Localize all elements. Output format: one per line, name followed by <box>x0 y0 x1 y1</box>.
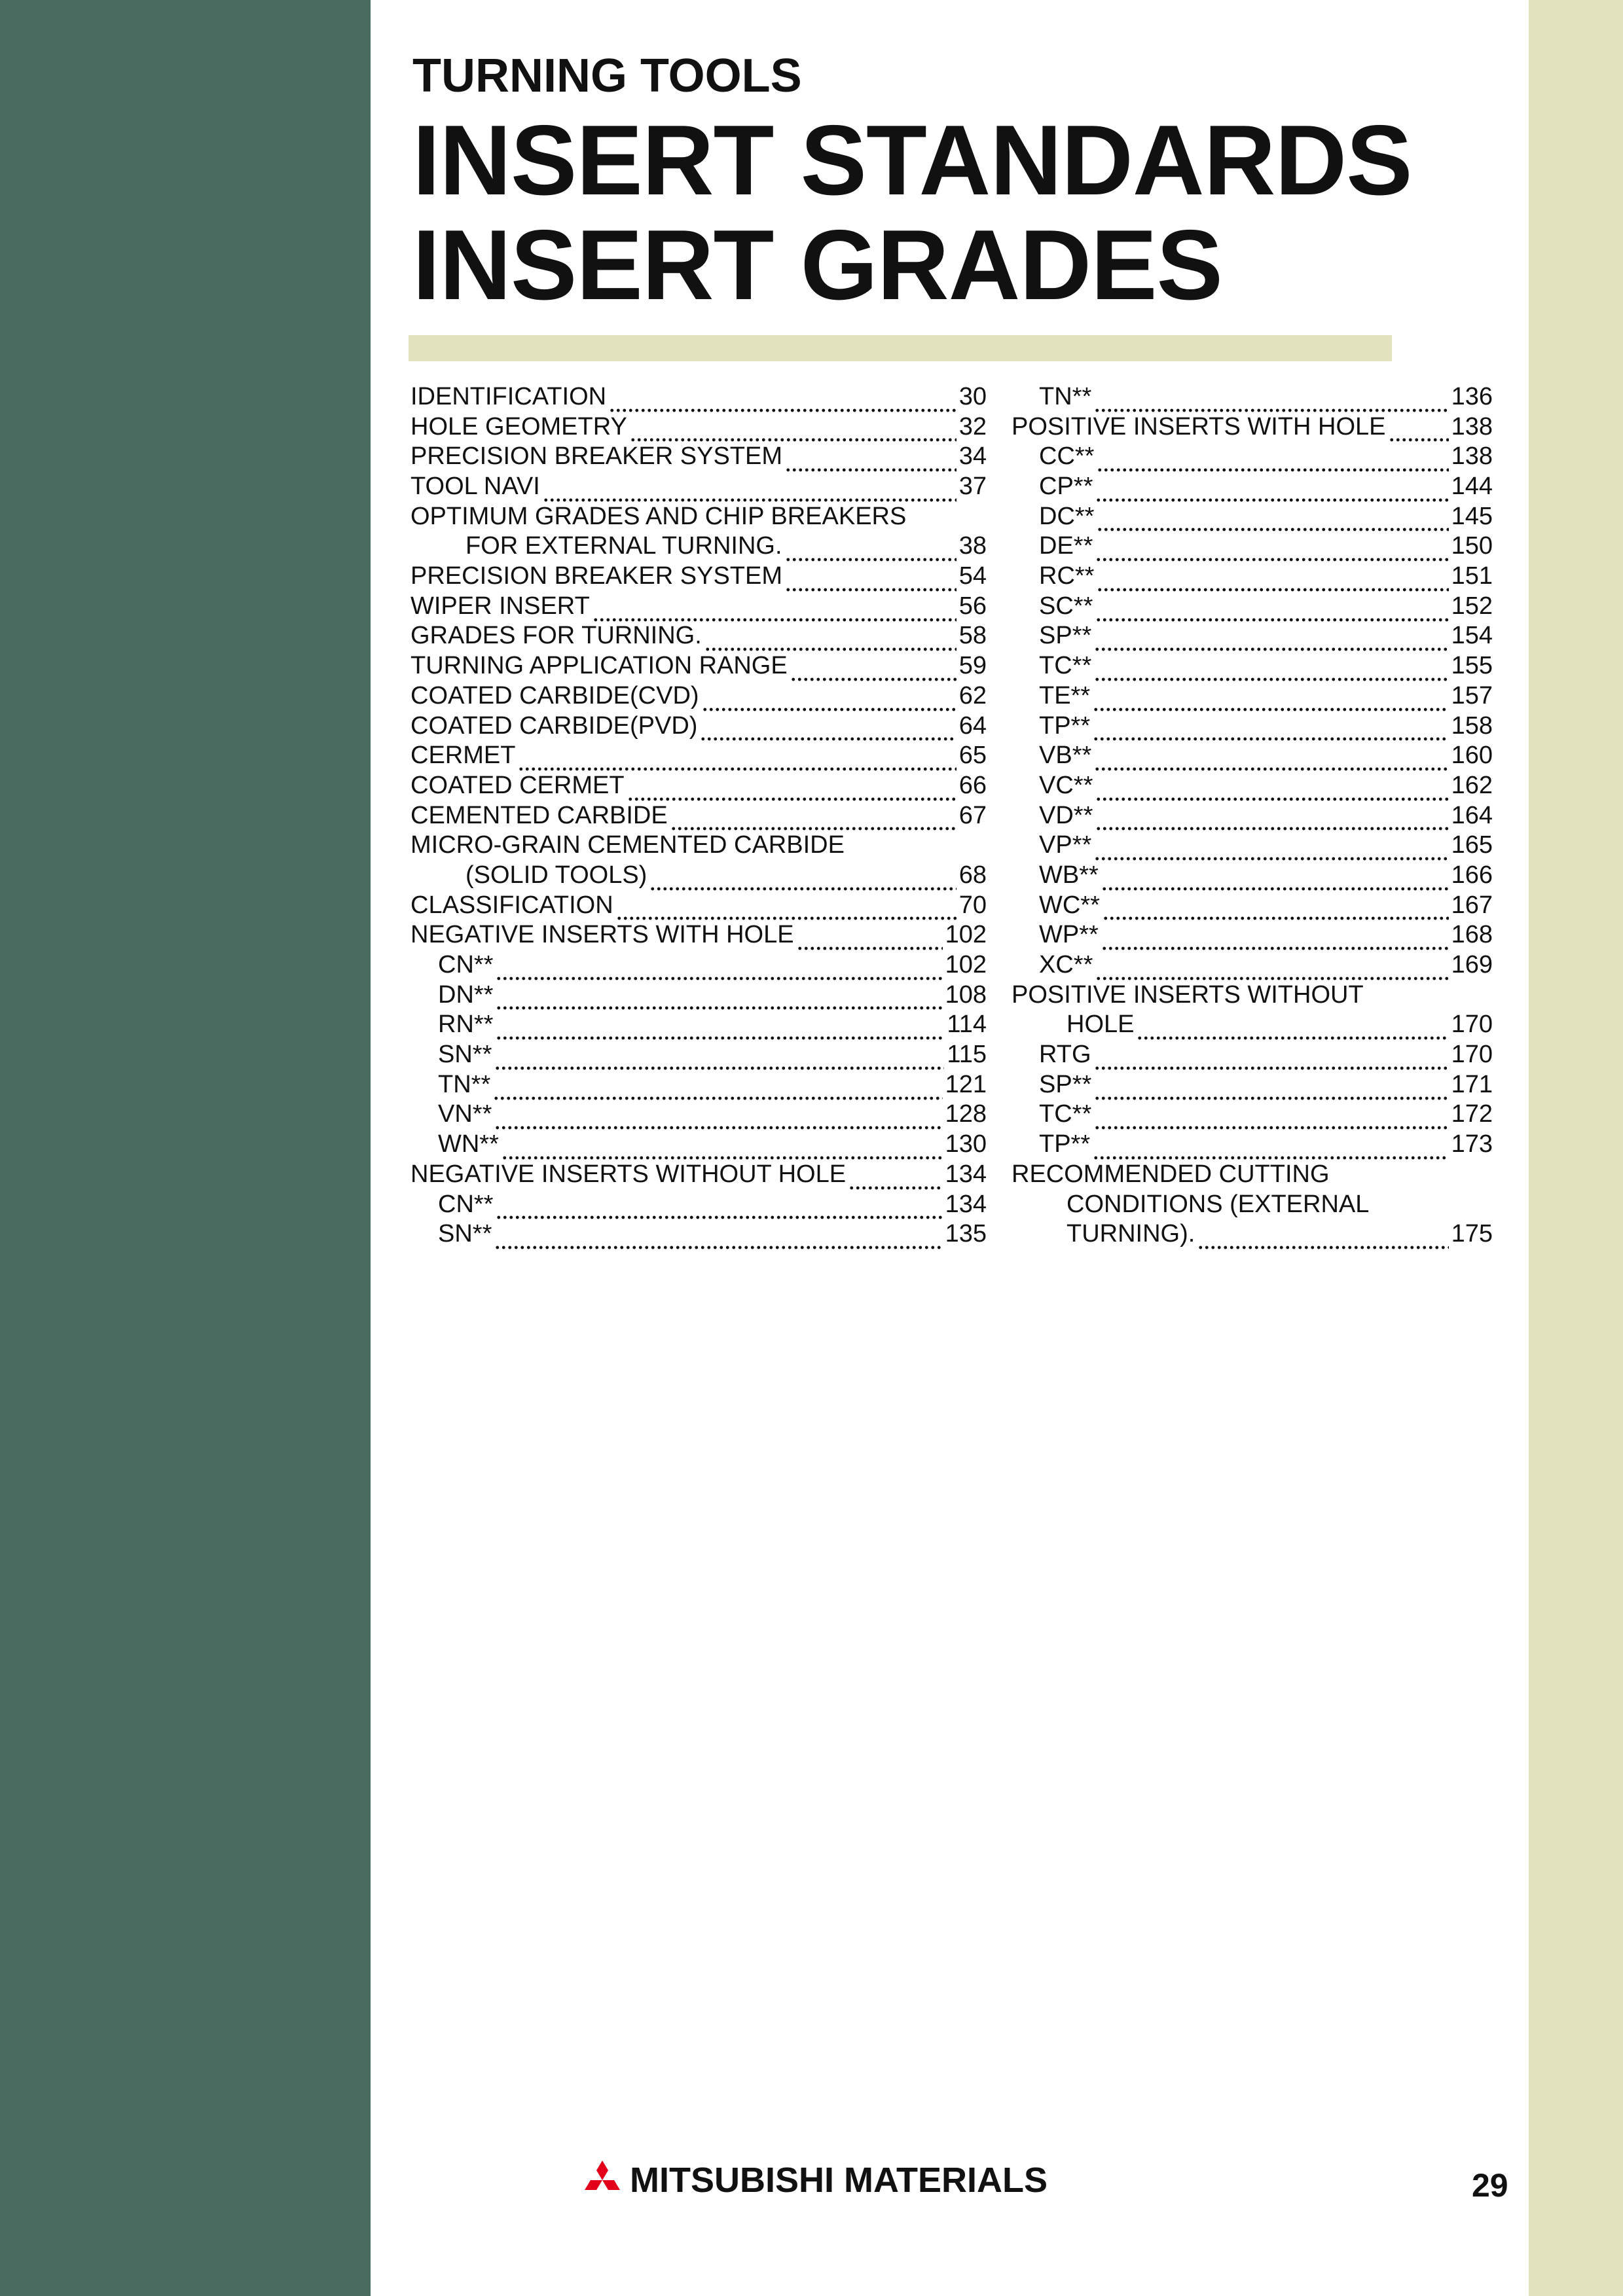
toc-entry[interactable] <box>410 980 987 1011</box>
toc-entry-label: SP** <box>1039 622 1092 650</box>
toc-entry-label: SP** <box>1039 1070 1092 1098</box>
dot-leader <box>1094 747 1448 771</box>
toc-entry-page: 171 <box>1451 1070 1493 1098</box>
toc-entry-label: TP** <box>1039 711 1091 740</box>
toc-entry-page: 68 <box>958 861 987 889</box>
toc-entry[interactable] <box>1012 622 1493 652</box>
toc-entry[interactable] <box>1012 472 1493 502</box>
dot-leader <box>494 1047 944 1070</box>
toc-entry[interactable] <box>410 1190 987 1220</box>
dot-leader <box>797 927 943 950</box>
dot-leader <box>848 1166 943 1189</box>
toc-entry-label: HOLE GEOMETRY <box>410 412 627 440</box>
toc-entry[interactable] <box>1012 592 1493 622</box>
toc-entry[interactable] <box>410 1040 987 1070</box>
dot-leader <box>627 778 957 801</box>
toc-entry-page: 145 <box>1451 502 1493 530</box>
toc-entry[interactable] <box>1012 502 1493 532</box>
toc-entry-label: PRECISION BREAKER SYSTEM <box>410 562 783 590</box>
toc-heading-line: MICRO-GRAIN CEMENTED CARBIDE <box>410 831 845 859</box>
toc-entry-label: DC** <box>1039 502 1095 530</box>
toc-entry-label: SN** <box>438 1041 492 1069</box>
toc-entry-page: 157 <box>1451 681 1493 709</box>
toc-entry-label: NEGATIVE INSERTS WITHOUT HOLE <box>410 1160 847 1188</box>
toc-entry-page: 54 <box>958 562 987 590</box>
left-color-band <box>0 0 371 2296</box>
toc-entry-page: 167 <box>1451 891 1493 919</box>
dot-leader <box>1093 717 1448 741</box>
dot-leader <box>785 538 957 562</box>
toc-entry-page: 138 <box>1451 442 1493 471</box>
dot-leader <box>1095 957 1448 980</box>
toc-entry-page: 115 <box>947 1041 987 1069</box>
dot-leader <box>1101 927 1449 950</box>
toc-entry-label: WB** <box>1039 861 1099 889</box>
dot-leader <box>494 1106 942 1130</box>
toc-entry-page: 150 <box>1451 532 1493 560</box>
toc-entry-page: 165 <box>1451 831 1493 859</box>
toc-entry-label: CLASSIFICATION <box>410 891 613 919</box>
toc-entry-page: 59 <box>958 652 987 680</box>
toc-heading-line: RECOMMENDED CUTTING <box>1012 1160 1330 1188</box>
toc-entry[interactable] <box>410 1070 987 1100</box>
toc-entry[interactable] <box>1012 531 1493 562</box>
toc-entry-label: DE** <box>1039 532 1093 560</box>
toc-entry[interactable] <box>410 1219 987 1249</box>
toc-entry-page: 135 <box>945 1220 987 1248</box>
toc-entry[interactable] <box>410 681 987 711</box>
toc-entry-page: 102 <box>945 951 987 979</box>
dot-leader <box>543 478 957 502</box>
toc-entry-label: HOLE <box>1067 1011 1135 1039</box>
toc-entry[interactable] <box>1012 442 1493 472</box>
toc-entry[interactable] <box>1012 950 1493 980</box>
toc-entry-page: 114 <box>947 1011 987 1039</box>
dot-leader <box>1093 687 1448 711</box>
dot-leader <box>1094 658 1448 681</box>
toc-entry-label: NEGATIVE INSERTS WITH HOLE <box>410 921 794 949</box>
toc-entry-label: CN** <box>438 1190 494 1218</box>
toc-entry-label: TOOL NAVI <box>410 473 540 501</box>
toc-entry-label: GRADES FOR TURNING. <box>410 622 702 650</box>
dot-leader <box>1101 867 1449 891</box>
dot-leader <box>1094 389 1448 412</box>
toc-entry-page: 56 <box>958 592 987 620</box>
dot-leader <box>501 1136 943 1160</box>
dot-leader <box>790 658 957 681</box>
toc-entry-page: 134 <box>945 1160 987 1188</box>
toc-column-left <box>410 382 987 1249</box>
toc-entry-label: (SOLID TOOLS) <box>465 861 647 889</box>
toc-entry-page: 38 <box>958 532 987 560</box>
dot-leader <box>493 1076 942 1100</box>
toc-entry-label: COATED CERMET <box>410 771 625 799</box>
dot-leader <box>1095 598 1448 621</box>
toc-entry-label: DN** <box>438 980 494 1009</box>
title-rule <box>409 335 1392 361</box>
toc-entry[interactable] <box>1012 382 1493 412</box>
toc-entry-page: 67 <box>958 801 987 829</box>
toc-entry-label: SC** <box>1039 592 1093 620</box>
dot-leader <box>1094 1047 1449 1070</box>
dot-leader <box>1094 1076 1448 1100</box>
toc-entry[interactable] <box>410 442 987 472</box>
page-number: 29 <box>1472 2167 1508 2204</box>
toc-entry-label: SN** <box>438 1220 492 1248</box>
toc-entry-page: 175 <box>1451 1220 1493 1248</box>
toc-entry[interactable] <box>410 1160 987 1190</box>
toc-entry-label: CN** <box>438 951 494 979</box>
toc-entry-page: 62 <box>958 681 987 709</box>
toc-entry-label: RC** <box>1039 562 1095 590</box>
dot-leader <box>700 717 956 741</box>
section-subtitle: TURNING TOOLS <box>412 50 802 102</box>
dot-leader <box>1095 778 1448 801</box>
dot-leader <box>670 807 957 831</box>
toc-entry-label: TURNING APPLICATION RANGE <box>410 652 788 680</box>
toc-entry-page: 134 <box>945 1190 987 1218</box>
toc-entry[interactable] <box>410 531 987 562</box>
dot-leader <box>649 867 956 891</box>
toc-entry[interactable] <box>410 412 987 442</box>
toc-entry[interactable] <box>410 950 987 980</box>
toc-entry-page: 64 <box>958 711 987 740</box>
toc-entry[interactable] <box>1012 920 1493 950</box>
dot-leader <box>702 687 957 711</box>
toc-entry[interactable] <box>410 651 987 681</box>
toc-entry[interactable] <box>410 861 987 891</box>
toc-entry-page: 136 <box>1451 382 1493 410</box>
toc-entry-page: 170 <box>1451 1011 1493 1039</box>
dot-leader <box>494 1226 942 1249</box>
toc-entry-page: 32 <box>958 412 987 440</box>
toc-entry-label: CERMET <box>410 742 516 770</box>
toc-entry-page: 66 <box>958 771 987 799</box>
dot-leader <box>1094 1106 1448 1130</box>
dot-leader <box>1094 628 1448 651</box>
toc-entry-label: VP** <box>1039 831 1092 859</box>
dot-leader <box>1097 448 1448 472</box>
toc-entry[interactable] <box>1012 1219 1493 1249</box>
dot-leader <box>1097 568 1448 592</box>
toc-entry-page: 170 <box>1451 1041 1493 1069</box>
three-diamonds-icon <box>581 2161 623 2200</box>
toc-entry-label: XC** <box>1039 951 1093 979</box>
dot-leader <box>616 897 957 920</box>
toc-entry-page: 58 <box>958 622 987 650</box>
company-logo <box>581 2160 1048 2200</box>
dot-leader <box>1097 508 1448 531</box>
toc-entry[interactable] <box>1012 1130 1493 1160</box>
dot-leader <box>496 1196 942 1219</box>
toc-entry-label: VN** <box>438 1100 492 1128</box>
toc-entry[interactable] <box>410 562 987 592</box>
toc-entry-page: 158 <box>1451 711 1493 740</box>
toc-entry-label: CC** <box>1039 442 1095 471</box>
toc-entry[interactable] <box>1012 1100 1493 1130</box>
toc-entry-label: VC** <box>1039 771 1093 799</box>
toc-entry-label: CEMENTED CARBIDE <box>410 801 668 829</box>
toc-entry-label: IDENTIFICATION <box>410 382 607 410</box>
toc-entry-label: TURNING). <box>1067 1220 1195 1248</box>
toc-entry[interactable] <box>1012 861 1493 891</box>
toc-entry-page: 138 <box>1451 412 1493 440</box>
toc-entry[interactable] <box>1012 741 1493 771</box>
toc-entry-page: 34 <box>958 442 987 471</box>
toc-entry[interactable] <box>410 771 987 801</box>
toc-entry-page: 65 <box>958 742 987 770</box>
toc-entry-label: WN** <box>438 1130 499 1158</box>
toc-entry-page: 168 <box>1451 921 1493 949</box>
page-header <box>412 50 1412 321</box>
brand-name: MITSUBISHI MATERIALS <box>630 2161 1048 2200</box>
toc-entry[interactable] <box>410 1130 987 1160</box>
toc-entry-page: 108 <box>945 980 987 1009</box>
toc-entry-label: POSITIVE INSERTS WITH HOLE <box>1012 412 1386 440</box>
toc-entry-page: 30 <box>958 382 987 410</box>
toc-entry[interactable] <box>410 801 987 831</box>
toc-entry-page: 121 <box>945 1070 987 1098</box>
toc-entry[interactable] <box>1012 711 1493 742</box>
toc-entry-label: TE** <box>1039 681 1091 709</box>
toc-entry-label: TC** <box>1039 1100 1092 1128</box>
dot-leader <box>593 598 957 621</box>
toc-entry-label: COATED CARBIDE(PVD) <box>410 711 698 740</box>
toc-entry[interactable] <box>410 382 987 412</box>
toc-entry-page: 169 <box>1451 951 1493 979</box>
toc-entry-page: 128 <box>945 1100 987 1128</box>
toc-entry-label: TN** <box>1039 382 1092 410</box>
toc-entry-label: VB** <box>1039 742 1092 770</box>
dot-leader <box>609 389 957 412</box>
dot-leader <box>496 957 942 980</box>
toc-entry[interactable] <box>410 1010 987 1040</box>
page-title-line2: INSERT GRADES <box>412 209 1222 321</box>
toc-entry-label: WIPER INSERT <box>410 592 590 620</box>
toc-entry-page: 173 <box>1451 1130 1493 1158</box>
toc-entry-label: TN** <box>438 1070 491 1098</box>
toc-entry[interactable] <box>1012 1040 1493 1070</box>
dot-leader <box>496 1016 944 1040</box>
toc-entry[interactable] <box>1012 1070 1493 1100</box>
toc-entry-label: RN** <box>438 1011 494 1039</box>
toc-entry-label: CP** <box>1039 473 1093 501</box>
toc-entry[interactable] <box>1012 831 1493 861</box>
right-color-band <box>1529 0 1623 2296</box>
dot-leader <box>1095 807 1448 831</box>
toc-entry-page: 130 <box>945 1130 987 1158</box>
toc-entry-label: RTG <box>1039 1041 1091 1069</box>
dot-leader <box>1137 1016 1448 1040</box>
dot-leader <box>630 418 957 442</box>
toc-entry[interactable] <box>1012 562 1493 592</box>
dot-leader <box>496 986 942 1010</box>
toc-entry[interactable] <box>410 592 987 622</box>
toc-entry-page: 164 <box>1451 801 1493 829</box>
toc-entry[interactable] <box>410 472 987 502</box>
toc-entry[interactable] <box>1012 891 1493 921</box>
toc-entry-label: COATED CARBIDE(CVD) <box>410 681 699 709</box>
toc-entry-label: FOR EXTERNAL TURNING. <box>465 532 782 560</box>
dot-leader <box>1389 418 1449 442</box>
dot-leader <box>1095 478 1448 502</box>
toc-entry[interactable] <box>410 622 987 652</box>
toc-entry-page: 70 <box>958 891 987 919</box>
toc-heading-line: OPTIMUM GRADES AND CHIP BREAKERS <box>410 502 907 530</box>
dot-leader <box>785 568 957 592</box>
dot-leader <box>518 747 956 771</box>
toc-entry[interactable] <box>410 741 987 771</box>
toc-entry-page: 155 <box>1451 652 1493 680</box>
toc-column-right <box>1012 382 1493 1249</box>
toc-entry[interactable] <box>1012 681 1493 711</box>
dot-leader <box>1095 538 1448 562</box>
toc-entry[interactable] <box>1012 1010 1493 1040</box>
toc-entry-page: 37 <box>958 473 987 501</box>
toc-entry[interactable] <box>410 1100 987 1130</box>
toc-entry-label: TP** <box>1039 1130 1091 1158</box>
toc-entry[interactable] <box>1012 801 1493 831</box>
toc-heading-line: CONDITIONS (EXTERNAL <box>1067 1190 1370 1218</box>
toc-entry-page: 166 <box>1451 861 1493 889</box>
toc-entry-page: 162 <box>1451 771 1493 799</box>
toc-entry[interactable] <box>1012 412 1493 442</box>
toc-entry-label: VD** <box>1039 801 1093 829</box>
dot-leader <box>785 448 957 472</box>
toc-entry-page: 160 <box>1451 742 1493 770</box>
toc-entry-label: WP** <box>1039 921 1099 949</box>
toc-entry-page: 151 <box>1451 562 1493 590</box>
toc-entry-label: PRECISION BREAKER SYSTEM <box>410 442 783 471</box>
toc-entry[interactable] <box>410 711 987 742</box>
toc-entry-page: 152 <box>1451 592 1493 620</box>
toc-entry-label: WC** <box>1039 891 1100 919</box>
toc-entry[interactable] <box>410 891 987 921</box>
toc-entry-page: 102 <box>945 921 987 949</box>
toc-entry-page: 144 <box>1451 473 1493 501</box>
toc-entry-label: TC** <box>1039 652 1092 680</box>
toc-heading-line: POSITIVE INSERTS WITHOUT <box>1012 980 1364 1009</box>
toc-entry[interactable] <box>1012 771 1493 801</box>
toc-entry[interactable] <box>1012 651 1493 681</box>
dot-leader <box>1094 837 1448 861</box>
dot-leader <box>1103 897 1449 920</box>
toc-entry-page: 154 <box>1451 622 1493 650</box>
dot-leader <box>704 628 957 651</box>
toc-entry[interactable] <box>410 920 987 950</box>
toc-entry-page: 172 <box>1451 1100 1493 1128</box>
dot-leader <box>1197 1226 1448 1249</box>
dot-leader <box>1093 1136 1448 1160</box>
page-title-line1: INSERT STANDARDS <box>412 105 1412 216</box>
